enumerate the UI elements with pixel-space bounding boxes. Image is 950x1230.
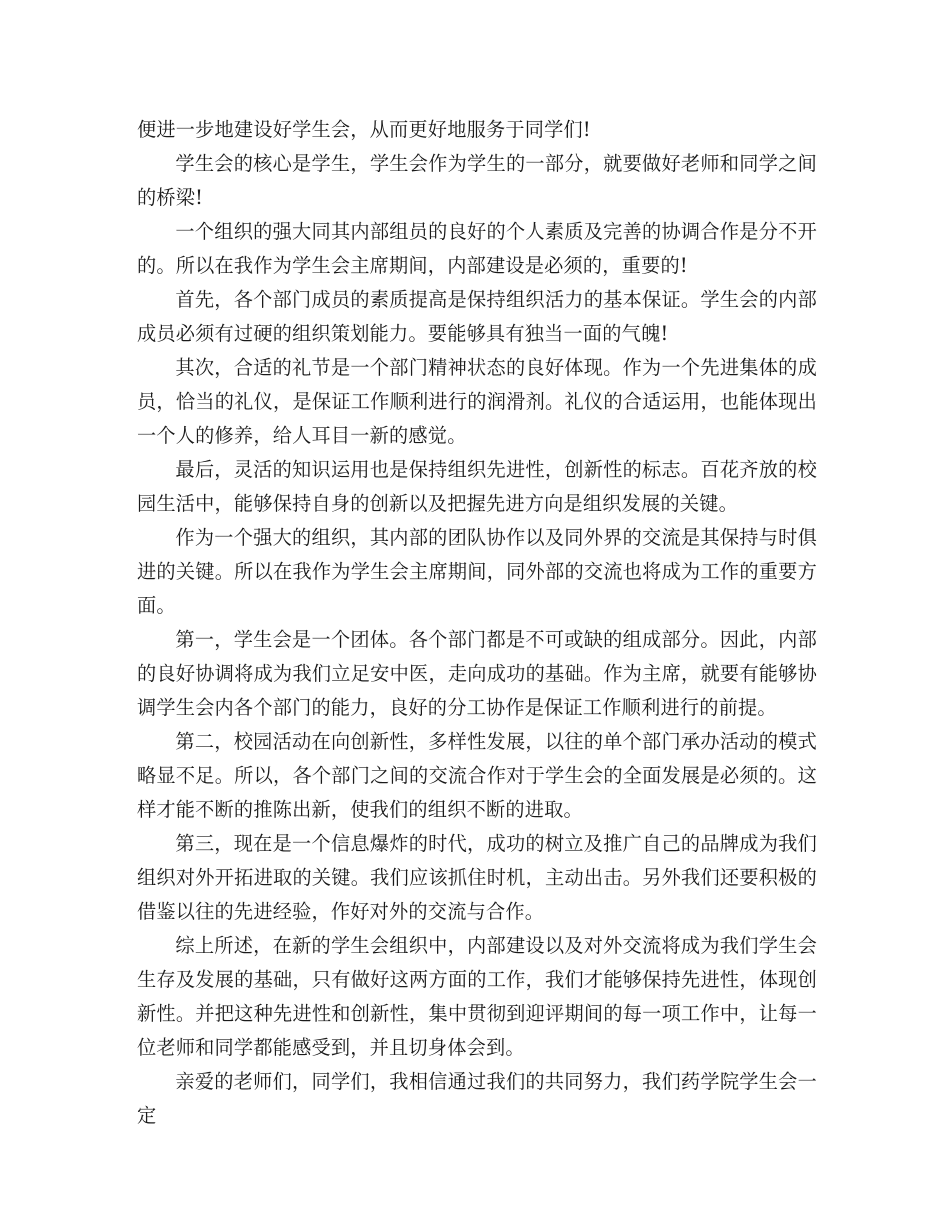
paragraph: 最后，灵活的知识运用也是保持组织先进性，创新性的标志。百花齐放的校园生活中，能够保持自身的创新以及把握先进方向是组织发展的关键。 [137,458,817,515]
paragraph: 第二，校园活动在向创新性，多样性发展，以往的单个部门承办活动的模式略显不足。所以，各个部门之间的交流合作对于学生会的全面发展是必须的。这样才能不断的推陈出新，使我们的组织不断的进取。 [137,730,817,821]
paragraph: 其次，合适的礼节是一个部门精神状态的良好体现。作为一个先进集体的成员，恰当的礼仪，是保证工作顺利进行的润滑剂。礼仪的合适运用，也能体现出一个人的修养，给人耳目一新的感觉。 [137,356,817,447]
paragraph: 作为一个强大的组织，其内部的团队协作以及同外界的交流是其保持与时俱进的关键。所以在我作为学生会主席期间，同外部的交流也将成为工作的重要方面。 [137,526,817,617]
paragraph: 综上所述，在新的学生会组织中，内部建设以及对外交流将成为我们学生会生存及发展的基础，只有做好这两方面的工作，我们才能够保持先进性，体现创新性。并把这种先进性和创新性，集中贯彻到迎评期间的每一项工作中，让每一位老师和同学都能感受到，并且切身体会到。 [137,934,817,1059]
paragraph: 第一，学生会是一个团体。各个部门都是不可或缺的组成部分。因此，内部的良好协调将成为我们立足安中医，走向成功的基础。作为主席，就要有能够协调学生会内各个部门的能力，良好的分工协作是保证工作顺利进行的前提。 [137,628,817,719]
paragraph: 亲爱的老师们，同学们，我相信通过我们的共同努力，我们药学院学生会一定 [137,1070,817,1127]
paragraph-continuation: 便进一步地建设好学生会，从而更好地服务于同学们! [137,118,591,141]
document-body [137,113,817,1133]
paragraph: 第三，现在是一个信息爆炸的时代，成功的树立及推广自己的品牌成为我们组织对外开拓进取的关键。我们应该抓住时机，主动出击。另外我们还要积极的借鉴以往的先进经验，作好对外的交流与合作。 [137,832,817,923]
paragraph: 一个组织的强大同其内部组员的良好的个人素质及完善的协调合作是分不开的。所以在我作为学生会主席期间，内部建设是必须的，重要的! [137,220,817,277]
paragraph: 首先，各个部门成员的素质提高是保持组织活力的基本保证。学生会的内部成员必须有过硬的组织策划能力。要能够具有独当一面的气魄! [137,288,817,345]
paragraph: 学生会的核心是学生，学生会作为学生的一部分，就要做好老师和同学之间的桥梁! [137,152,817,209]
